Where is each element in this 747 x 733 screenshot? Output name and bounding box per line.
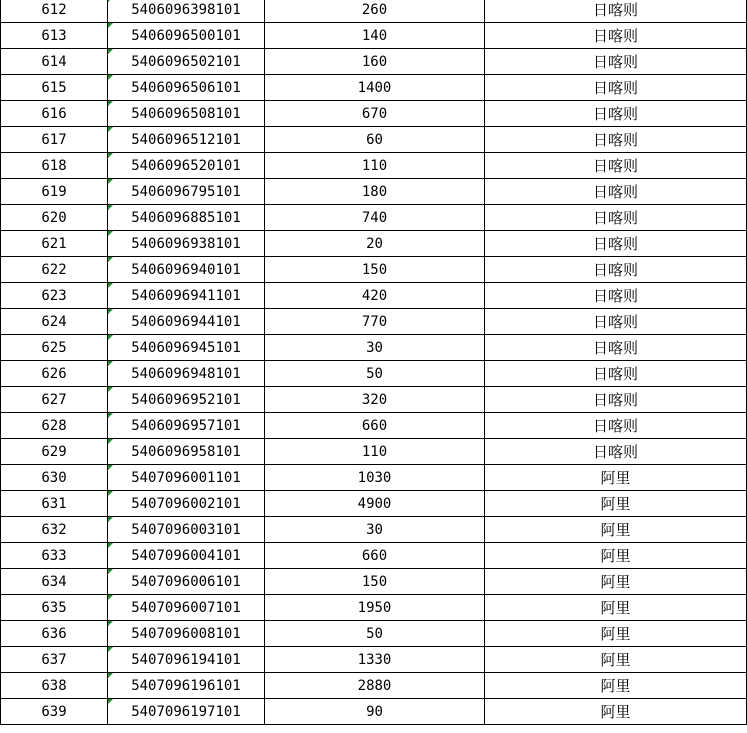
amount-cell[interactable]: 4900	[265, 491, 485, 517]
table-body	[1, 0, 747, 725]
code-cell[interactable]: 5406096957101	[108, 413, 265, 439]
place-cell[interactable]: 日喀则	[485, 257, 747, 283]
code-cell[interactable]: 5407096003101	[108, 517, 265, 543]
row-index-cell[interactable]: 621	[1, 231, 108, 257]
table-row	[1, 257, 747, 283]
place-cell[interactable]: 日喀则	[485, 361, 747, 387]
code-cell[interactable]: 5406096506101	[108, 75, 265, 101]
row-index-cell[interactable]: 627	[1, 387, 108, 413]
row-index-cell[interactable]: 626	[1, 361, 108, 387]
row-index-cell[interactable]: 633	[1, 543, 108, 569]
row-index-cell[interactable]: 615	[1, 75, 108, 101]
place-cell[interactable]: 阿里	[485, 595, 747, 621]
table-row	[1, 595, 747, 621]
code-cell[interactable]: 5407096194101	[108, 647, 265, 673]
amount-cell[interactable]: 90	[265, 699, 485, 725]
row-index-cell[interactable]: 625	[1, 335, 108, 361]
amount-cell[interactable]: 2880	[265, 673, 485, 699]
row-index-cell[interactable]: 614	[1, 49, 108, 75]
row-index-cell[interactable]: 632	[1, 517, 108, 543]
table-row	[1, 127, 747, 153]
amount-cell[interactable]: 110	[265, 439, 485, 465]
place-cell[interactable]: 阿里	[485, 465, 747, 491]
table-row	[1, 309, 747, 335]
amount-cell[interactable]: 50	[265, 361, 485, 387]
code-cell[interactable]: 5406096938101	[108, 231, 265, 257]
code-cell[interactable]: 5407096001101	[108, 465, 265, 491]
code-cell[interactable]: 5406096944101	[108, 309, 265, 335]
place-cell[interactable]: 阿里	[485, 569, 747, 595]
table-row	[1, 361, 747, 387]
code-cell[interactable]: 5406096948101	[108, 361, 265, 387]
amount-cell[interactable]: 740	[265, 205, 485, 231]
table-row	[1, 621, 747, 647]
amount-cell[interactable]: 30	[265, 517, 485, 543]
place-cell[interactable]: 日喀则	[485, 49, 747, 75]
amount-cell[interactable]: 1400	[265, 75, 485, 101]
place-cell[interactable]: 阿里	[485, 543, 747, 569]
table-row	[1, 231, 747, 257]
place-cell[interactable]: 阿里	[485, 517, 747, 543]
place-cell[interactable]: 日喀则	[485, 101, 747, 127]
code-cell[interactable]: 5406096940101	[108, 257, 265, 283]
amount-cell[interactable]: 30	[265, 335, 485, 361]
table-row	[1, 335, 747, 361]
row-index-cell[interactable]: 622	[1, 257, 108, 283]
code-cell[interactable]: 5406096952101	[108, 387, 265, 413]
amount-cell[interactable]: 660	[265, 413, 485, 439]
row-index-cell[interactable]: 619	[1, 179, 108, 205]
amount-cell[interactable]: 140	[265, 23, 485, 49]
code-cell[interactable]: 5406096795101	[108, 179, 265, 205]
table-row	[1, 283, 747, 309]
row-index-cell[interactable]: 631	[1, 491, 108, 517]
code-cell[interactable]: 5407096007101	[108, 595, 265, 621]
row-index-cell[interactable]: 639	[1, 699, 108, 725]
code-cell[interactable]: 5406096502101	[108, 49, 265, 75]
table-row	[1, 205, 747, 231]
table-row	[1, 543, 747, 569]
code-cell[interactable]: 5407096002101	[108, 491, 265, 517]
place-cell[interactable]: 日喀则	[485, 231, 747, 257]
place-cell[interactable]: 日喀则	[485, 413, 747, 439]
place-cell[interactable]: 日喀则	[485, 153, 747, 179]
row-index-cell[interactable]: 638	[1, 673, 108, 699]
place-cell[interactable]: 阿里	[485, 699, 747, 725]
row-index-cell[interactable]: 636	[1, 621, 108, 647]
row-index-cell[interactable]: 616	[1, 101, 108, 127]
place-cell[interactable]: 日喀则	[485, 439, 747, 465]
row-index-cell[interactable]: 620	[1, 205, 108, 231]
amount-cell[interactable]: 260	[265, 0, 485, 23]
row-index-cell[interactable]: 624	[1, 309, 108, 335]
table-row	[1, 153, 747, 179]
place-cell[interactable]: 日喀则	[485, 205, 747, 231]
row-index-cell[interactable]: 637	[1, 647, 108, 673]
amount-cell[interactable]: 60	[265, 127, 485, 153]
code-cell[interactable]: 5407096006101	[108, 569, 265, 595]
code-cell[interactable]: 5406096885101	[108, 205, 265, 231]
place-cell[interactable]: 日喀则	[485, 0, 747, 23]
amount-cell[interactable]: 1030	[265, 465, 485, 491]
place-cell[interactable]: 日喀则	[485, 335, 747, 361]
table-row	[1, 517, 747, 543]
table-row	[1, 491, 747, 517]
amount-cell[interactable]: 670	[265, 101, 485, 127]
table-row	[1, 673, 747, 699]
row-index-cell[interactable]: 613	[1, 23, 108, 49]
place-cell[interactable]: 日喀则	[485, 127, 747, 153]
code-cell[interactable]: 5407096004101	[108, 543, 265, 569]
amount-cell[interactable]: 20	[265, 231, 485, 257]
table-row	[1, 179, 747, 205]
place-cell[interactable]: 日喀则	[485, 23, 747, 49]
amount-cell[interactable]: 660	[265, 543, 485, 569]
amount-cell[interactable]: 150	[265, 257, 485, 283]
amount-cell[interactable]: 1330	[265, 647, 485, 673]
place-cell[interactable]: 日喀则	[485, 283, 747, 309]
amount-cell[interactable]: 1950	[265, 595, 485, 621]
row-index-cell[interactable]: 617	[1, 127, 108, 153]
table-row	[1, 465, 747, 491]
place-cell[interactable]: 阿里	[485, 491, 747, 517]
table-row	[1, 569, 747, 595]
amount-cell[interactable]: 320	[265, 387, 485, 413]
row-index-cell[interactable]: 634	[1, 569, 108, 595]
table-row	[1, 49, 747, 75]
code-cell[interactable]: 5407096196101	[108, 673, 265, 699]
place-cell[interactable]: 日喀则	[485, 387, 747, 413]
row-index-cell[interactable]: 623	[1, 283, 108, 309]
table-row	[1, 101, 747, 127]
code-cell[interactable]: 5406096508101	[108, 101, 265, 127]
code-cell[interactable]: 5407096197101	[108, 699, 265, 725]
code-cell[interactable]: 5406096520101	[108, 153, 265, 179]
amount-cell[interactable]: 110	[265, 153, 485, 179]
table-row	[1, 439, 747, 465]
row-index-cell[interactable]: 630	[1, 465, 108, 491]
code-cell[interactable]: 5406096958101	[108, 439, 265, 465]
row-index-cell[interactable]: 635	[1, 595, 108, 621]
code-cell[interactable]: 5407096008101	[108, 621, 265, 647]
amount-cell[interactable]: 180	[265, 179, 485, 205]
table-row	[1, 413, 747, 439]
table-row	[1, 23, 747, 49]
code-cell[interactable]: 5406096941101	[108, 283, 265, 309]
code-cell[interactable]: 5406096500101	[108, 23, 265, 49]
table-row	[1, 647, 747, 673]
code-cell[interactable]: 5406096512101	[108, 127, 265, 153]
amount-cell[interactable]: 150	[265, 569, 485, 595]
table-row	[1, 0, 747, 23]
table-row	[1, 75, 747, 101]
row-index-cell[interactable]: 612	[1, 0, 108, 23]
amount-cell[interactable]: 50	[265, 621, 485, 647]
amount-cell[interactable]: 420	[265, 283, 485, 309]
place-cell[interactable]: 阿里	[485, 647, 747, 673]
table-row	[1, 699, 747, 725]
place-cell[interactable]: 日喀则	[485, 309, 747, 335]
place-cell[interactable]: 日喀则	[485, 75, 747, 101]
place-cell[interactable]: 阿里	[485, 673, 747, 699]
table-row	[1, 387, 747, 413]
row-index-cell[interactable]: 618	[1, 153, 108, 179]
row-index-cell[interactable]: 628	[1, 413, 108, 439]
place-cell[interactable]: 阿里	[485, 621, 747, 647]
code-cell[interactable]: 5406096398101	[108, 0, 265, 23]
amount-cell[interactable]: 770	[265, 309, 485, 335]
amount-cell[interactable]: 160	[265, 49, 485, 75]
place-cell[interactable]: 日喀则	[485, 179, 747, 205]
code-cell[interactable]: 5406096945101	[108, 335, 265, 361]
row-index-cell[interactable]: 629	[1, 439, 108, 465]
